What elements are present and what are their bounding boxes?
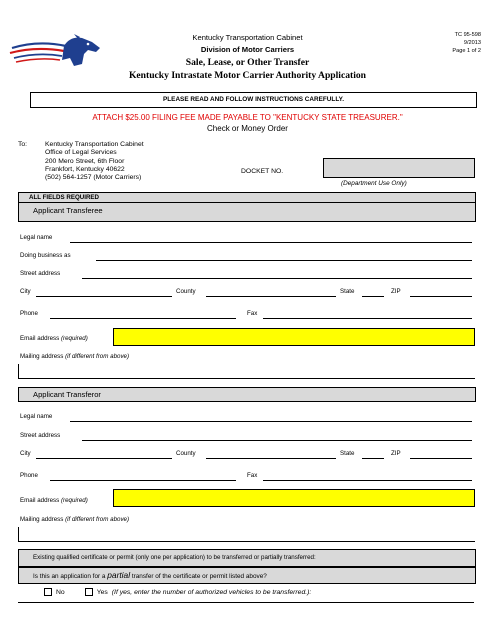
transferor-state-field[interactable]: [362, 458, 384, 459]
legal-name-label: Legal name: [20, 234, 53, 241]
mailing-note: (if different from above): [65, 516, 130, 523]
zip-label: ZIP: [391, 288, 401, 295]
email-field[interactable]: [113, 328, 475, 346]
existing-certificate-row: [18, 549, 476, 567]
partial-transfer-row: [18, 567, 476, 584]
partial-emphasis: partial: [107, 570, 131, 580]
yes-note: (If yes, enter the number of authorized vehicles to be transferred.):: [111, 588, 312, 596]
transferor-legal-name-label: Legal name: [20, 413, 53, 420]
city-label: City: [20, 288, 31, 295]
street-label: Street address: [20, 270, 61, 277]
yes-label: Yes: [96, 588, 108, 596]
address-line: 200 Mero Street, 6th Floor: [45, 157, 125, 165]
legal-name-field[interactable]: [70, 242, 472, 243]
transferor-phone-field[interactable]: [50, 480, 236, 481]
email-label: [20, 335, 88, 342]
transferor-email-label: [20, 497, 88, 504]
city-field[interactable]: [36, 296, 172, 297]
mailing-field[interactable]: [18, 364, 475, 379]
transferor-email-field[interactable]: [113, 489, 475, 507]
form-title-1: Sale, Lease, or Other Transfer: [185, 57, 310, 68]
transferor-zip-label: ZIP: [391, 450, 401, 457]
fax-label: Fax: [247, 310, 258, 317]
state-label: State: [340, 288, 355, 295]
docket-label: DOCKET NO.: [241, 168, 284, 175]
payment-method: Check or Money Order: [207, 124, 288, 133]
section-title-transferor: Applicant Transferor: [33, 390, 101, 399]
question-text: transfer of the certificate or permit listed above?: [130, 573, 267, 580]
county-label: County: [176, 288, 196, 295]
division-name: Division of Motor Carriers: [200, 45, 295, 54]
no-label: No: [56, 588, 65, 596]
page-number: Page 1 of 2: [452, 48, 481, 54]
transferee-header: [18, 192, 476, 222]
phone-field[interactable]: [50, 318, 236, 319]
email-label-text: Email address: [20, 335, 60, 342]
partial-transfer-question: [33, 570, 267, 580]
question-text: Is this an application for a: [33, 573, 108, 580]
dba-label: Doing business as: [20, 252, 71, 259]
partial-answer-row: [18, 584, 474, 603]
transferor-phone-label: Phone: [20, 472, 38, 479]
transferor-county-label: County: [176, 450, 196, 457]
address-line: (502) 564-1257 (Motor Carriers): [45, 174, 142, 182]
all-fields-required: ALL FIELDS REQUIRED: [29, 194, 100, 201]
form-title-2: Kentucky Intrastate Motor Carrier Authority Application: [128, 70, 367, 81]
mailing-label-text: Mailing address: [20, 516, 64, 523]
transferor-fax-field[interactable]: [263, 480, 472, 481]
no-checkbox[interactable]: [44, 588, 52, 596]
kentucky-horse-logo: [8, 34, 108, 70]
form-id: TC 95-598: [454, 32, 481, 38]
partial-options: [44, 588, 311, 596]
instructions-box: [30, 92, 477, 108]
address-line: Kentucky Transportation Cabinet: [45, 141, 144, 148]
transferor-city-label: City: [20, 450, 31, 457]
zip-field[interactable]: [410, 296, 472, 297]
mailing-note: (if different from above): [65, 353, 130, 360]
address-line: Frankfort, Kentucky 40622: [45, 165, 125, 173]
street-field[interactable]: [82, 278, 472, 279]
docket-note: (Department Use Only): [341, 180, 407, 187]
transferor-mailing-label: [20, 516, 129, 523]
mailing-label: [20, 353, 129, 360]
fee-notice: ATTACH $25.00 FILING FEE MADE PAYABLE TO "KENTUCKY STATE TREASURER.": [92, 113, 403, 122]
state-field[interactable]: [362, 296, 384, 297]
transferor-header: [18, 387, 476, 402]
transferor-zip-field[interactable]: [410, 458, 472, 459]
mailing-label-text: Mailing address: [20, 353, 64, 360]
instructions-text: PLEASE READ AND FOLLOW INSTRUCTIONS CAREFULLY.: [163, 96, 344, 103]
phone-label: Phone: [20, 310, 38, 317]
email-label-text: Email address: [20, 497, 60, 504]
agency-name: Kentucky Transportation Cabinet: [192, 33, 303, 42]
existing-certificate-label: Existing qualified certificate or permit (only one per application) to be transferred or partially transferred:: [33, 554, 316, 561]
transferor-state-label: State: [340, 450, 355, 457]
dba-field[interactable]: [96, 260, 472, 261]
transferor-street-label: Street address: [20, 432, 61, 439]
to-label: To:: [18, 141, 28, 148]
county-field[interactable]: [206, 296, 336, 297]
to-address: [45, 141, 144, 182]
required-note: (required): [60, 497, 88, 504]
transferor-street-field[interactable]: [82, 440, 472, 441]
required-note: (required): [60, 335, 88, 342]
fax-field[interactable]: [263, 318, 472, 319]
address-line: Office of Legal Services: [45, 149, 117, 157]
form-date: 9/2013: [463, 40, 481, 46]
transferor-legal-name-field[interactable]: [70, 421, 472, 422]
transferor-county-field[interactable]: [206, 458, 336, 459]
transferor-fax-label: Fax: [247, 472, 258, 479]
docket-field[interactable]: [323, 158, 475, 178]
transferor-city-field[interactable]: [36, 458, 172, 459]
yes-checkbox[interactable]: [85, 588, 93, 596]
section-title-transferee: Applicant Transferee: [33, 206, 103, 215]
form-meta: [452, 31, 481, 55]
transferor-mailing-field[interactable]: [18, 527, 475, 542]
